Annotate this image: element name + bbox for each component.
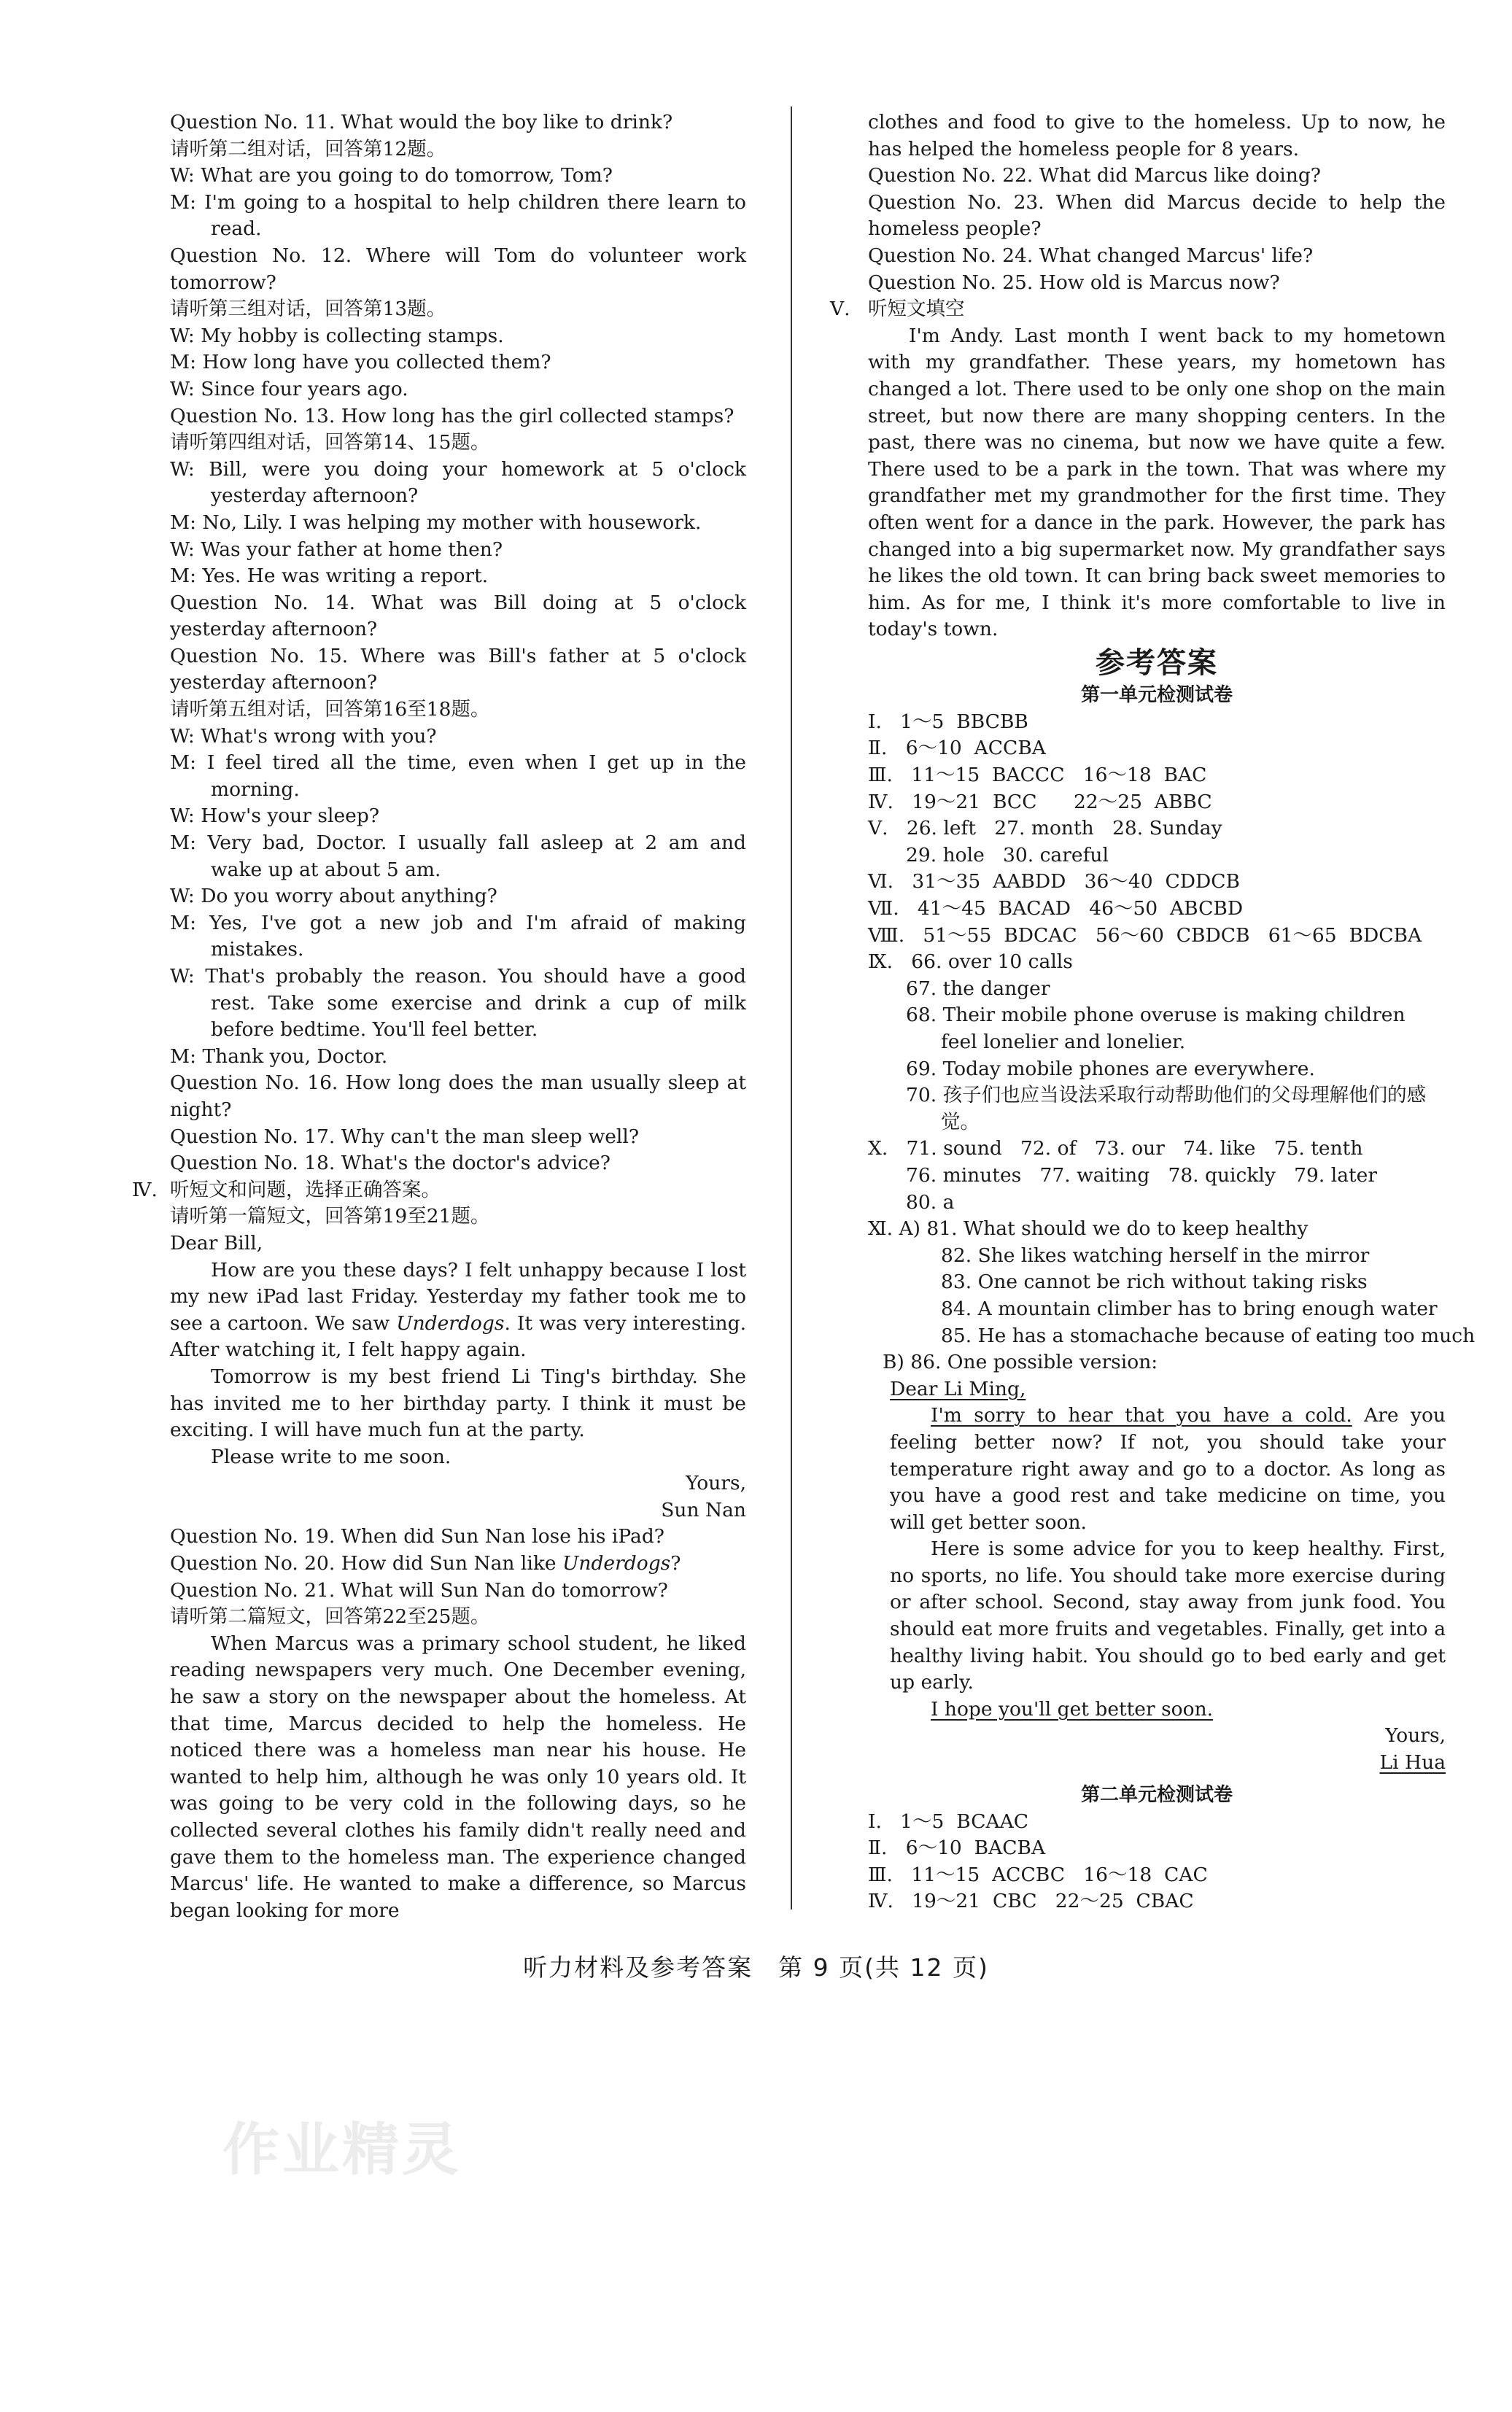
answer-line: Ⅲ. 11～15 ACCBC 16～18 CAC [868, 1863, 1208, 1886]
letter-signature: Sun Nan [661, 1498, 746, 1521]
question-line: Question No. 13. How long has the girl collected stamps? [170, 404, 734, 427]
left-column [132, 109, 746, 1924]
question-line: Question No. 20. How did Sun Nan like Underdogs? [170, 1552, 681, 1575]
answer-line: Ⅰ. 1～5 BCAAC [868, 1810, 1029, 1833]
dialogue-line: W: What's wrong with you? [170, 724, 437, 748]
answer-line: 85. He has a stomachache because of eating too much [941, 1324, 1476, 1347]
question-line: Question No. 16. How long does the man usually sleep at night? [170, 1071, 746, 1121]
dialogue-line: W: Since four years ago. [170, 377, 408, 400]
answer-line: 82. She likes watching herself in the mirror [941, 1244, 1370, 1267]
answer-line: 84. A mountain climber has to bring enough water [941, 1297, 1438, 1320]
unit-title: 第一单元检测试卷 [1080, 683, 1233, 706]
letter-paragraph: Here is some advice for you to keep healthy. First, no sports, no life. You should take more exercise during or after school. Second, stay away from junk food. You should eat more fruits and vegetables. Finally, get into a healthy living habit. You should go to bed early and get up early. [890, 1537, 1446, 1694]
answer-line: 68. Their mobile phone overuse is making children feel lonelier and lonelier. [906, 1004, 1406, 1053]
dialogue-line: W: Was your father at home then? [170, 538, 503, 561]
dialogue-line: M: Thank you, Doctor. [170, 1044, 388, 1068]
letter-paragraph: I hope you'll get better soon. [931, 1697, 1214, 1721]
dialogue-line: W: What are you going to do tomorrow, Tom? [170, 164, 613, 187]
movie-title: Underdogs [562, 1552, 671, 1575]
letter-paragraph: Please write to me soon. [211, 1445, 451, 1468]
question-line: Question No. 15. Where was Bill's father at 5 o'clock yesterday afternoon? [170, 644, 746, 694]
section-instruction: 请听第四组对话，回答第14、15题。 [170, 431, 490, 454]
letter-closing: Yours, [1385, 1724, 1446, 1748]
dialogue-line: W: That's probably the reason. You should have a good rest. Take some exercise and drink a cup of milk before bedtime. You'll feel better. [170, 965, 746, 1042]
dialogue-line: W: Bill, were you doing your homework at 5 o'clock yesterday afternoon? [170, 457, 746, 508]
answer-line: Ⅱ. 6～10 BACBA [868, 1837, 1046, 1860]
question-line: Question No. 21. What will Sun Nan do tomorrow? [170, 1578, 668, 1602]
answer-line: 83. One cannot be rich without taking risks [941, 1271, 1368, 1294]
answer-line: Ⅵ. 31～35 AABDD 36～40 CDDCB [868, 870, 1240, 893]
movie-title: Underdogs [396, 1311, 505, 1335]
answer-line: Ⅴ. 26. left 27. month 28. Sunday [868, 817, 1222, 840]
question-line: Question No. 19. When did Sun Nan lose his iPad? [170, 1525, 665, 1548]
letter-paragraph: Tomorrow is my best friend Li Ting's birthday. She has invited me to her birthday party. I think it must be exciting. I will have much fun at the party. [170, 1365, 746, 1442]
column-divider [791, 106, 792, 1909]
unit-title: 第二单元检测试卷 [1080, 1783, 1233, 1806]
page-footer: 听力材料及参考答案 第 9 页(共 12 页) [523, 1953, 989, 1982]
answer-line: Ⅷ. 51～55 BDCAC 56～60 CBDCB 61～65 BDCBA [868, 923, 1422, 947]
dialogue-line: M: Yes, I've got a new job and I'm afraid of making mistakes. [170, 911, 746, 961]
section-heading [830, 296, 1446, 323]
dialogue-line: M: Yes. He was writing a report. [170, 565, 489, 588]
question-line: Question No. 25. How old is Marcus now? [868, 271, 1280, 294]
question-line: Question No. 14. What was Bill doing at 5 o'clock yesterday afternoon? [170, 591, 746, 641]
answer-line: Ⅲ. 11～15 BACCC 16～18 BAC [868, 764, 1207, 787]
question-line: Question No. 18. What's the doctor's advice? [170, 1152, 610, 1175]
letter-paragraph: I'm sorry to hear that you have a cold. Are you feeling better now? If not, you should take your temperature right away and go to a doctor. As long as you have a good rest and take medicine on time, you will get better soon. [890, 1404, 1446, 1534]
letter-salutation: Dear Bill, [170, 1231, 263, 1255]
letter-salutation: Dear Li Ming, [890, 1377, 1026, 1400]
question-line: Question No. 23. When did Marcus decide to help the homeless people? [868, 190, 1446, 241]
passage-paragraph: clothes and food to give to the homeless. Up to now, he has helped the homeless people for 8 years. [868, 111, 1446, 160]
question-line: Question No. 22. What did Marcus like doing? [868, 164, 1322, 187]
text-line: Question No. 11. What would the boy like to drink? [170, 111, 673, 133]
dialogue-line: W: My hobby is collecting stamps. [170, 324, 504, 347]
dialogue-line: W: Do you worry about anything? [170, 885, 497, 908]
dialogue-line: M: I feel tired all the time, even when I get up in the morning. [170, 751, 746, 801]
letter-closing: Yours, [686, 1472, 746, 1495]
section-heading [132, 1177, 746, 1204]
section-title: 听短文填空 [868, 298, 965, 321]
section-instruction: 请听第三组对话，回答第13题。 [170, 298, 446, 321]
question-line: Question No. 12. Where will Tom do volunteer work tomorrow? [170, 244, 746, 294]
right-column [830, 109, 1476, 1915]
answer-line: Ⅳ. 19～21 BCC 22～25 ABBC [868, 790, 1212, 813]
answer-line: Ⅸ. 66. over 10 calls [868, 950, 1073, 974]
question-line: Question No. 17. Why can't the man sleep well? [170, 1125, 640, 1148]
dialogue-line: W: How's your sleep? [170, 804, 380, 828]
dialogue-line: M: How long have you collected them? [170, 351, 551, 374]
answer-line: 70. 孩子们也应当设法采取行动帮助他们的父母理解他们的感觉。 [906, 1084, 1427, 1133]
answer-line: 76. minutes 77. waiting 78. quickly 79. later [906, 1163, 1377, 1187]
dialogue-line: M: No, Lily. I was helping my mother with housework. [170, 511, 702, 534]
answer-line: Ⅺ. A) 81. What should we do to keep healthy [868, 1217, 1309, 1241]
section-number: Ⅴ. [830, 298, 850, 321]
passage-paragraph: When Marcus was a primary school student, he liked reading newspapers very much. One December evening, he saw a story on the newspaper about the homeless. At that time, Marcus decided to help the homeless. He noticed there was a homeless man near his house. He wanted to help him, although he was only 10 years old. It was going to be very cold in the following days, so he collected several clothes his family didn't really need and gave them to the homeless man. The experience changed Marcus' life. He wanted to make a difference, so Marcus began looking for more [170, 1632, 746, 1922]
answer-line: Ⅹ. 71. sound 72. of 73. our 74. like 75. tenth [868, 1137, 1363, 1160]
answer-line: Ⅱ. 6～10 ACCBA [868, 737, 1046, 760]
question-line: Question No. 24. What changed Marcus' life? [868, 244, 1314, 267]
letter-paragraph: How are you these days? I felt unhappy because I lost my new iPad last Friday. Yesterday my father took me to see a cartoon. We saw Underdogs. It was very interesting. After watching it, I felt happy again. [170, 1258, 746, 1362]
answer-line: B) 86. One possible version: [883, 1351, 1158, 1374]
section-instruction: 请听第五组对话，回答第16至18题。 [170, 698, 490, 721]
section-instruction: 请听第二组对话，回答第12题。 [170, 137, 446, 160]
answer-line: Ⅶ. 41～45 BACAD 46～50 ABCBD [868, 897, 1244, 920]
dialogue-line: M: Very bad, Doctor. I usually fall asleep at 2 am and wake up at about 5 am. [170, 831, 746, 881]
passage-paragraph: I'm Andy. Last month I went back to my hometown with my grandfather. These years, my hometown has changed a lot. There used to be only one shop on the main street, but now there are many shopping centers. In the past, there was no cinema, but now we have quite a few. There used to be a park in the town. That was where my grandfather met my grandmother for the first time. They often went for a dance in the park. However, the park has changed into a big supermarket now. My grandfather says he likes the old town. It can bring back sweet memories to him. As for me, I think it's more comfortable to live in today's town. [868, 324, 1446, 641]
answer-line: 80. a [906, 1190, 955, 1214]
watermark: 作业精灵 [222, 2117, 462, 2183]
answer-line: 29. hole 30. careful [906, 843, 1109, 866]
section-instruction: 请听第一篇短文，回答第19至21题。 [170, 1205, 490, 1228]
section-instruction: 请听第二篇短文，回答第22至25题。 [170, 1605, 490, 1629]
dialogue-line: M: I'm going to a hospital to help children there learn to read. [170, 190, 746, 241]
letter-signature: Li Hua [1379, 1751, 1446, 1775]
section-number: Ⅳ. [132, 1178, 158, 1201]
answers-title: 参考答案 [1096, 645, 1218, 680]
answer-line: Ⅳ. 19～21 CBC 22～25 CBAC [868, 1890, 1194, 1913]
answer-line: Ⅰ. 1～5 BBCBB [868, 710, 1028, 733]
answer-line: 67. the danger [906, 977, 1050, 1000]
section-title: 听短文和问题，选择正确答案。 [170, 1178, 441, 1201]
answer-line: 69. Today mobile phones are everywhere. [906, 1057, 1315, 1080]
